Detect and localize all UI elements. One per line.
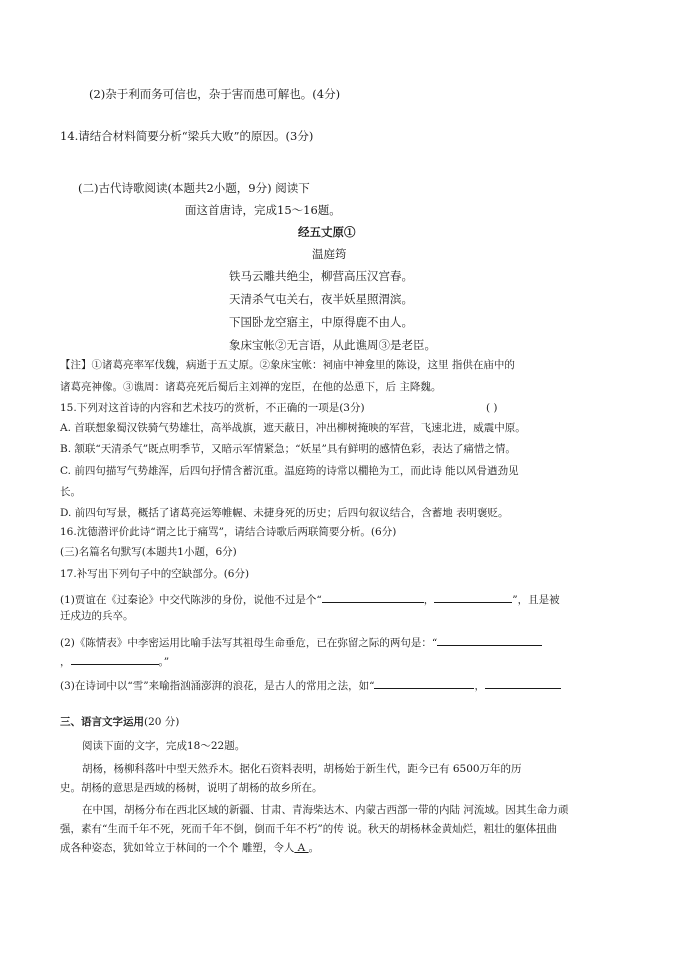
passage-period: 。 xyxy=(308,842,320,854)
q17-item-1-text: (1)贾谊在《过秦论》中交代陈涉的身份，说他不过是个“ xyxy=(60,594,322,606)
poem-title: 经五丈原① xyxy=(298,225,356,239)
option-a: A. 首联想象蜀汉铁骑气势雄壮，高举战旗，遮天蔽日，冲出柳树掩映的军营，飞速北进，威震中原。 xyxy=(60,422,526,434)
passage-p2-line-3 xyxy=(60,841,319,856)
poem-note-2: 诸葛亮神像。③谯周：诸葛亮死后蜀后主刘禅的宠臣，在他的怂恿下，后 主降魏。 xyxy=(60,381,442,393)
q17-comma-3: ， xyxy=(474,680,485,692)
q17-comma-2: ， xyxy=(60,656,71,668)
section-2-heading-cont: 面这首唐诗，完成15～16题。 xyxy=(185,203,341,217)
passage-p1-line-1: 胡杨，杨柳科落叶中型天然乔木。据化石资料表明，胡杨始于新生代，距今已有 6500万年的历 xyxy=(82,763,522,775)
blank-1a[interactable] xyxy=(322,590,424,603)
section-3-title: 三、语言文字运用 xyxy=(60,716,144,728)
blank-3a[interactable] xyxy=(374,676,474,689)
poem-line-3: 下国卧龙空寤主，中原得鹿不由人。 xyxy=(229,315,413,329)
section-2-heading: (二)古代诗歌阅读(本题共2小题，9分) 阅读下 xyxy=(78,181,310,195)
option-d: D. 前四句写景，概括了诸葛亮运筹帷幄、未捷身死的历史；后四句叙议结合，含蓄地 表明褒贬。 xyxy=(60,507,509,519)
poem-line-4: 象床宝帐②无言语，从此谯周③是老臣。 xyxy=(229,338,436,352)
blank-2b[interactable] xyxy=(71,652,159,665)
q17-item-1-tail: ”，且是被 xyxy=(512,594,560,606)
q17-item-1-cont: 迁戍边的兵卒。 xyxy=(60,610,134,622)
blank-2a[interactable] xyxy=(437,633,542,646)
q17-item-2-text: (2)《陈情表》中李密运用比喻手法写其祖母生命垂危，已在弥留之际的两句是：“ xyxy=(60,637,438,649)
question-17: 17.补写出下列句子中的空缺部分。(6分) xyxy=(60,568,250,580)
option-c-cont: 长。 xyxy=(60,486,81,498)
section-3-famous-lines: (三)名篇名句默写(本题共1小题，6分) xyxy=(60,546,237,558)
passage-p2-line-3-text: 成各种姿态，犹如耸立于林间的一个个 雕塑，令人 xyxy=(60,842,295,854)
passage-p2-line-2: 强，素有“生而千年不死，死而千年不倒，倒而千年不朽”的传 说。秋天的胡杨林金黄灿烂，粗壮的躯体扭曲 xyxy=(60,823,558,835)
question-15-answer-paren: ( ) xyxy=(486,402,498,414)
q13-part2: (2)杂于利而务可信也，杂于害而患可解也。(4分) xyxy=(89,87,341,101)
q17-item-2-cont xyxy=(60,652,169,670)
option-b: B. 颔联“天清杀气”既点明季节，又暗示军情紧急；“妖星”具有鲜明的感情色彩，表达了痛惜之情。 xyxy=(60,443,516,455)
q17-item-1 xyxy=(60,590,560,608)
reading-intro: 阅读下面的文字，完成18～22题。 xyxy=(82,740,246,752)
poem-note-1: 【注】①诸葛亮率军伐魏，病逝于五丈原。②象床宝帐：祠庙中神龛里的陈设，这里 指供在庙中的 xyxy=(60,359,515,371)
poem-line-2: 天清杀气屯关右，夜半妖星照渭滨。 xyxy=(229,292,413,306)
question-14: 14.请结合材料简要分析“梁兵大败”的原因。(3分) xyxy=(60,129,314,143)
question-15: 15.下列对这首诗的内容和艺术技巧的赏析，不正确的一项是(3分) xyxy=(60,402,365,414)
q17-item-3-text: (3)在诗词中以“雪”来喻指汹涌澎湃的浪花，是古人的常用之法，如“ xyxy=(60,680,375,692)
blank-a[interactable]: A xyxy=(294,842,309,854)
section-3-heading xyxy=(60,715,179,730)
q17-comma: ， xyxy=(423,594,435,606)
blank-3b[interactable] xyxy=(485,676,561,689)
question-16: 16.沈德潜评价此诗“谓之比于痛骂”，请结合诗歌后两联简要分析。(6分) xyxy=(60,526,397,538)
blank-1b[interactable] xyxy=(434,590,512,603)
passage-p1-line-2: 史。胡杨的意思是西域的杨树，说明了胡杨的故乡所在。 xyxy=(60,782,323,794)
option-c: C. 前四句描写气势雄浑，后四句抒情含蓄沉重。温庭筠的诗常以橌艳为工，而此诗 能以风骨遒劲见 xyxy=(60,465,519,477)
section-3-score: (20 分) xyxy=(144,716,180,728)
poem-line-1: 铁马云雕共绝尘，柳营高压汉宫春。 xyxy=(229,269,413,283)
q17-item-2 xyxy=(60,633,542,651)
q17-item-2-tail: 。” xyxy=(158,656,170,668)
passage-p2-line-1: 在中国，胡杨分布在西北区域的新疆、甘肃、青海柴达木、内蒙古西部一带的内陆 河流域。因其生命力顽 xyxy=(82,804,569,816)
q17-item-3 xyxy=(60,676,561,694)
poem-author: 温庭筠 xyxy=(312,247,347,261)
